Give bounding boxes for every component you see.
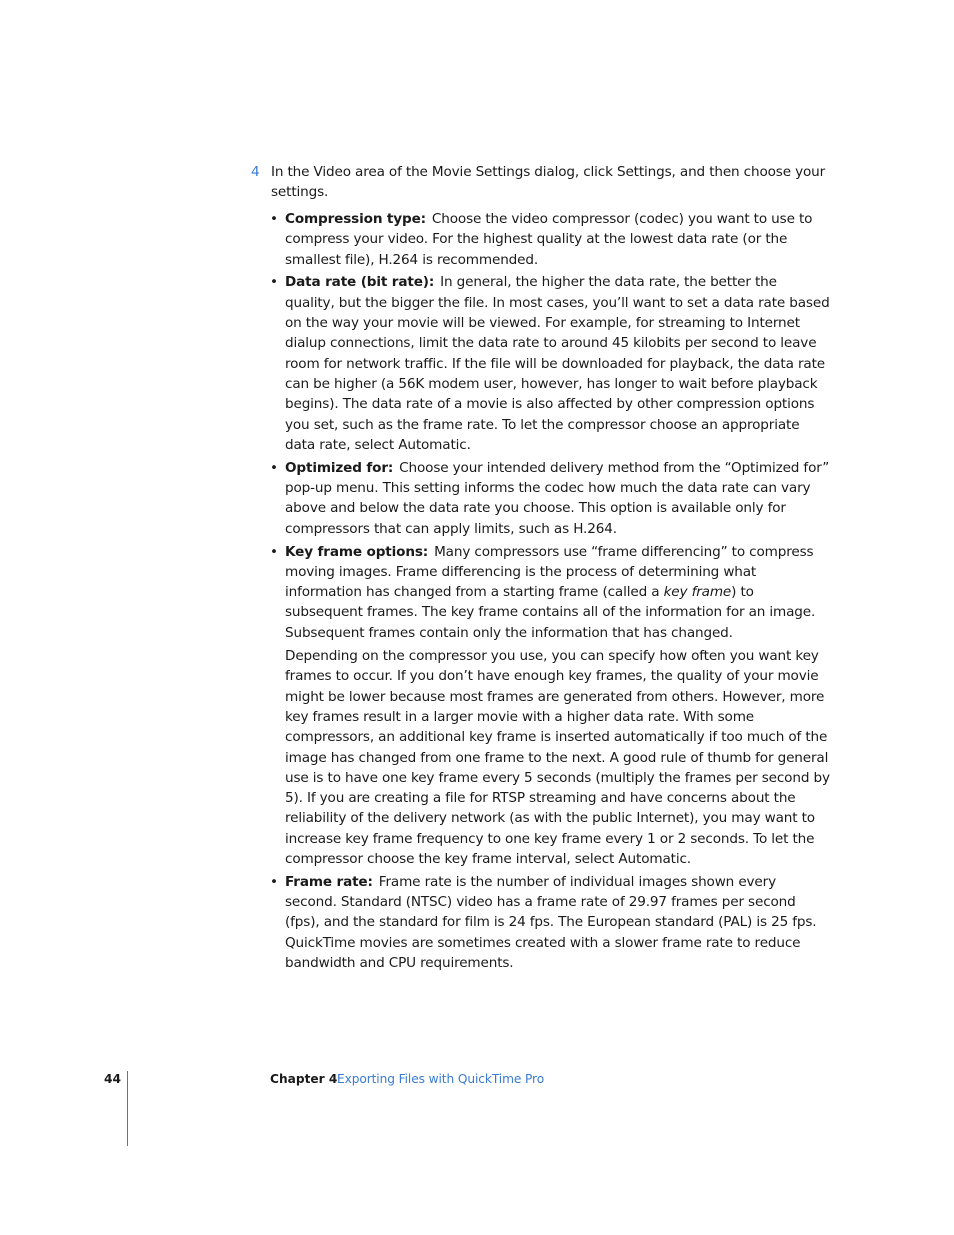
- bullet-term: Compression type:: [285, 211, 426, 227]
- bullet-data-rate: [270, 272, 830, 455]
- bullet-dot: •: [270, 274, 278, 291]
- bullet-frame-rate: [270, 872, 830, 973]
- bullet-continuation-paragraph: Depending on the compressor you use, you can specify how often you want key frames to occur. If you don’t have enough key frames, the quality of your movie might be lower because most frames are generated from others. However, more key frames result in a larger movie with a higher data rate. With some compressors, an additional key frame is inserted automatically if too much of the image has changed from one frame to the next. A good rule of thumb for general use is to have one key frame every 5 seconds (multiply the frames per second by 5). If you are creating a file for RTSP streaming and have concerns about the reliability of the delivery network (as with the public Internet), you may want to increase key frame frequency to one key frame every 1 or 2 seconds. To let the compressor choose the key frame interval, select Automatic.: [285, 648, 830, 867]
- bullet-text: Choose the video compressor (codec) you want to use to compress your video. For the highest quality at the lowest data rate (or the smallest file), H.264 is recommended.: [285, 211, 813, 268]
- bullet-text: In general, the higher the data rate, the better the quality, but the bigger the file. In most cases, you’ll want to set a data rate based on the way your movie will be viewed. For example, for streaming to Internet dialup connections, limit the data rate to around 45 kilobits per second to leave room for network traffic. If the file will be downloaded for playback, the data rate can be higher (a 56K modem user, however, has longer to wait before playback begins). The data rate of a movie is also affected by other compression options you set, such as the frame rate. To let the compressor choose an appropriate data rate, select Automatic.: [285, 274, 830, 453]
- bullet-text: Choose your intended delivery method from the “Optimized for” pop-up menu. This setting informs the codec how much the data rate can vary above and below the data rate you choose. This option is available only for compressors that can apply limits, such as H.264.: [285, 459, 830, 537]
- bullet-text-before: Many compressors use “frame differencing” to compress moving images. Frame differencing is the process of determining what information has changed from a starting frame (called a: [285, 543, 814, 601]
- bullet-dot: •: [270, 459, 278, 476]
- bullet-term: Data rate (bit rate):: [285, 274, 435, 291]
- chapter-title: Exporting Files with QuickTime Pro: [337, 1072, 545, 1086]
- settings-bullet-list: [270, 209, 830, 976]
- bullet-optimized-for: [270, 458, 830, 539]
- bullet-compression-type: [270, 209, 830, 270]
- bullet-italic-term: key frame: [663, 584, 732, 601]
- bullet-term: Key frame options:: [285, 543, 429, 560]
- bullet-dot: •: [270, 211, 278, 227]
- bullet-text: Frame rate is the number of individual images shown every second. Standard (NTSC) video has a frame rate of 29.97 frames per second (fps), and the standard for film is 24 fps. The European standard (PAL) is 25 fps. QuickTime movies are sometimes created with a slower frame rate to reduce bandwidth and CPU requirements.: [285, 873, 817, 972]
- page-number: 44: [104, 1072, 121, 1086]
- bullet-dot: •: [270, 873, 278, 890]
- bullet-term: Frame rate:: [285, 873, 373, 890]
- footer-divider: [127, 1071, 128, 1146]
- step-4: [251, 162, 826, 203]
- bullet-term: Optimized for:: [285, 459, 394, 476]
- step-number: 4: [251, 164, 260, 180]
- bullet-dot: •: [270, 543, 278, 560]
- bullet-text-after: ) to subsequent frames. The key frame contains all of the information for an image. Subsequent frames contain only the information that has changed.: [285, 584, 816, 641]
- bullet-key-frame-options: [270, 542, 830, 870]
- step-text: In the Video area of the Movie Settings dialog, click Settings, and then choose your settings.: [271, 164, 826, 201]
- chapter-label: Chapter 4: [270, 1072, 338, 1086]
